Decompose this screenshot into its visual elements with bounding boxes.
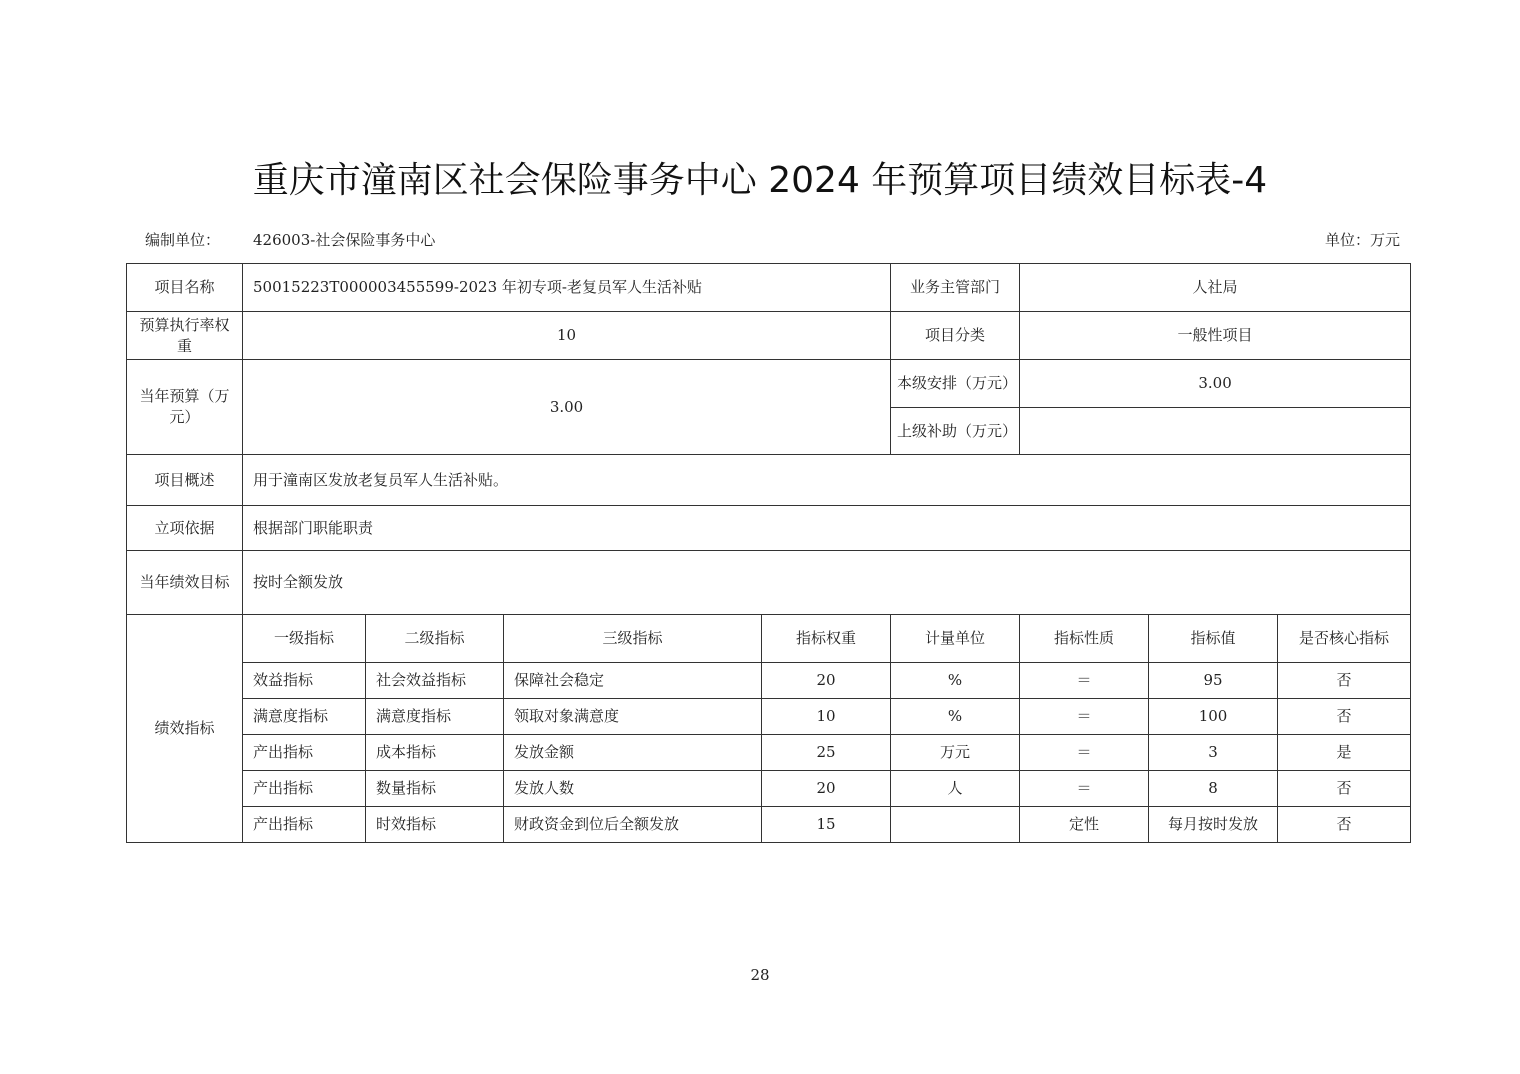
indicator-level3: 保障社会稳定 bbox=[504, 663, 762, 699]
department-label: 业务主管部门 bbox=[891, 264, 1020, 312]
basis-value: 根据部门职能职责 bbox=[243, 506, 1411, 551]
header-core: 是否核心指标 bbox=[1278, 615, 1411, 663]
indicator-level3: 发放金额 bbox=[504, 735, 762, 771]
header-value: 指标值 bbox=[1149, 615, 1278, 663]
compiling-unit-label: 编制单位： bbox=[145, 231, 221, 249]
indicator-nature: ＝ bbox=[1020, 771, 1149, 807]
indicator-value: 95 bbox=[1149, 663, 1278, 699]
indicator-nature: ＝ bbox=[1020, 735, 1149, 771]
annual-budget-label: 当年预算（万元） bbox=[127, 360, 243, 455]
header-level1: 一级指标 bbox=[243, 615, 366, 663]
project-name-label: 项目名称 bbox=[127, 264, 243, 312]
indicator-nature: 定性 bbox=[1020, 807, 1149, 843]
indicator-row bbox=[127, 771, 1411, 807]
upper-subsidy-value bbox=[1020, 408, 1411, 455]
table-row bbox=[127, 264, 1411, 312]
table-row bbox=[127, 312, 1411, 360]
indicator-weight: 20 bbox=[762, 663, 891, 699]
indicator-value: 8 bbox=[1149, 771, 1278, 807]
indicator-value: 3 bbox=[1149, 735, 1278, 771]
indicator-level1: 产出指标 bbox=[243, 807, 366, 843]
local-allocation-label: 本级安排（万元） bbox=[891, 360, 1020, 408]
indicator-weight: 20 bbox=[762, 771, 891, 807]
document-meta bbox=[145, 229, 1400, 251]
header-unit: 计量单位 bbox=[891, 615, 1020, 663]
indicator-level2: 满意度指标 bbox=[366, 699, 504, 735]
project-category-label: 项目分类 bbox=[891, 312, 1020, 360]
indicator-nature: ＝ bbox=[1020, 699, 1149, 735]
local-allocation-value: 3.00 bbox=[1020, 360, 1411, 408]
indicator-unit: 万元 bbox=[891, 735, 1020, 771]
indicator-core: 是 bbox=[1278, 735, 1411, 771]
annual-goal-value: 按时全额发放 bbox=[243, 551, 1411, 615]
table-row bbox=[127, 455, 1411, 506]
performance-target-table bbox=[126, 263, 1411, 843]
basis-label: 立项依据 bbox=[127, 506, 243, 551]
compiling-unit-value: 426003-社会保险事务中心 bbox=[253, 231, 436, 249]
upper-subsidy-label: 上级补助（万元） bbox=[891, 408, 1020, 455]
indicator-value: 每月按时发放 bbox=[1149, 807, 1278, 843]
header-level2: 二级指标 bbox=[366, 615, 504, 663]
indicator-row bbox=[127, 735, 1411, 771]
indicator-weight: 25 bbox=[762, 735, 891, 771]
department-value: 人社局 bbox=[1020, 264, 1411, 312]
annual-budget-value: 3.00 bbox=[243, 360, 891, 455]
overview-label: 项目概述 bbox=[127, 455, 243, 506]
table-row bbox=[127, 506, 1411, 551]
indicator-unit: 人 bbox=[891, 771, 1020, 807]
indicator-level3: 发放人数 bbox=[504, 771, 762, 807]
indicator-core: 否 bbox=[1278, 663, 1411, 699]
execution-weight-value: 10 bbox=[243, 312, 891, 360]
indicator-level1: 产出指标 bbox=[243, 771, 366, 807]
indicator-core: 否 bbox=[1278, 699, 1411, 735]
annual-goal-label: 当年绩效目标 bbox=[127, 551, 243, 615]
project-name-value: 50015223T000003455599-2023 年初专项-老复员军人生活补贴 bbox=[243, 264, 891, 312]
indicator-level1: 满意度指标 bbox=[243, 699, 366, 735]
indicator-unit: % bbox=[891, 699, 1020, 735]
indicator-level3: 财政资金到位后全额发放 bbox=[504, 807, 762, 843]
overview-value: 用于潼南区发放老复员军人生活补贴。 bbox=[243, 455, 1411, 506]
indicator-level2: 社会效益指标 bbox=[366, 663, 504, 699]
table-row bbox=[127, 551, 1411, 615]
indicator-nature: ＝ bbox=[1020, 663, 1149, 699]
indicator-unit: % bbox=[891, 663, 1020, 699]
header-nature: 指标性质 bbox=[1020, 615, 1149, 663]
indicators-section-label: 绩效指标 bbox=[127, 615, 243, 843]
indicator-level2: 成本指标 bbox=[366, 735, 504, 771]
currency-unit: 单位：万元 bbox=[1324, 231, 1400, 249]
indicator-level1: 产出指标 bbox=[243, 735, 366, 771]
indicator-weight: 15 bbox=[762, 807, 891, 843]
indicator-row bbox=[127, 663, 1411, 699]
indicator-level2: 时效指标 bbox=[366, 807, 504, 843]
header-weight: 指标权重 bbox=[762, 615, 891, 663]
indicator-row bbox=[127, 699, 1411, 735]
indicator-core: 否 bbox=[1278, 771, 1411, 807]
indicator-level2: 数量指标 bbox=[366, 771, 504, 807]
indicator-row bbox=[127, 807, 1411, 843]
indicator-level3: 领取对象满意度 bbox=[504, 699, 762, 735]
execution-weight-label: 预算执行率权重 bbox=[127, 312, 243, 360]
project-category-value: 一般性项目 bbox=[1020, 312, 1411, 360]
indicator-unit bbox=[891, 807, 1020, 843]
indicator-level1: 效益指标 bbox=[243, 663, 366, 699]
indicator-weight: 10 bbox=[762, 699, 891, 735]
table-row bbox=[127, 360, 1411, 408]
page-number: 28 bbox=[750, 966, 770, 984]
indicator-core: 否 bbox=[1278, 807, 1411, 843]
indicator-value: 100 bbox=[1149, 699, 1278, 735]
page-title: 重庆市潼南区社会保险事务中心 2024 年预算项目绩效目标表-4 bbox=[252, 160, 1268, 201]
indicator-header-row bbox=[127, 615, 1411, 663]
header-level3: 三级指标 bbox=[504, 615, 762, 663]
